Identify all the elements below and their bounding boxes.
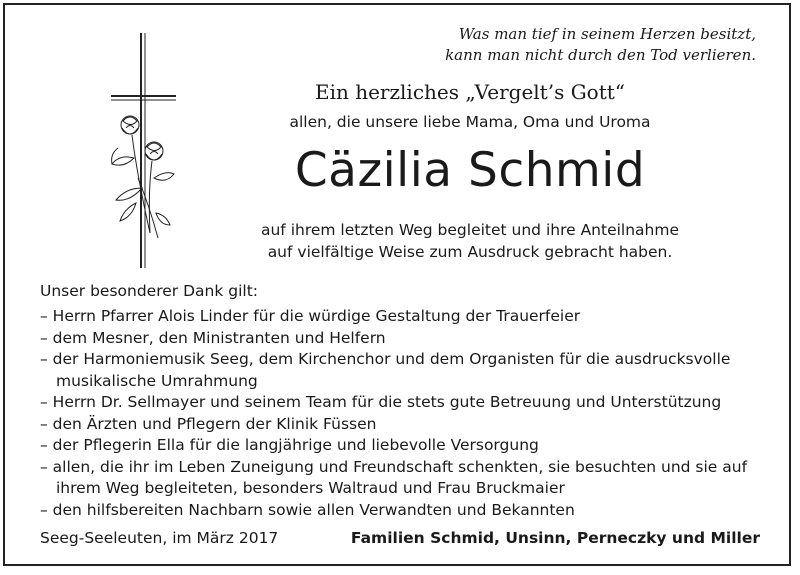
thanks-line-1: auf ihrem letzten Weg begleitet und ihre Anteilnahme [260,221,680,239]
thanks-list [40,306,796,521]
section-title: Unser besonderer Dank gilt: [40,282,258,300]
heading: Ein herzliches „Vergelt’s Gott“ [314,80,626,104]
list-item: – dem Mesner, den Ministranten und Helfern [40,328,386,347]
place-date: Seeg-Seeleuten, im März 2017 [40,529,279,547]
quote [445,24,756,66]
list-item: – allen, die ihr im Leben Zuneigung und Freundschaft schenkten, sie besuchten und sie auf ihrem Weg begleiteten, besonders Waltraud und Frau Bruckmaier [40,457,748,497]
deceased-name: Cäzilia Schmid [294,143,646,198]
quote-line-1: Was man tief in seinem Herzen besitzt, [458,25,756,43]
list-item: – Herrn Pfarrer Alois Linder für die würdige Gestaltung der Trauerfeier [40,307,581,325]
list-item: – der Harmoniemusik Seeg, dem Kirchenchor und dem Organisten für die ausdrucksvolle musikalische Umrahmung [40,350,731,390]
list-item: – der Pflegerin Ella für die langjährige und liebevolle Versorgung [40,436,539,454]
thanks-text [180,219,760,263]
thanks-line-2: auf vielfältige Weise zum Ausdruck gebracht haben. [267,243,673,261]
cross-with-roses-icon [96,28,186,273]
list-item: – den hilfsbereiten Nachbarn sowie allen Verwandten und Bekannten [40,500,575,519]
list-item: – den Ärzten und Pflegern der Klinik Füssen [40,414,377,433]
subheading: allen, die unsere liebe Mama, Oma und Uroma [289,113,651,131]
families-signature: Familien Schmid, Unsinn, Perneczky und Miller [350,529,760,547]
list-item: – Herrn Dr. Sellmayer und seinem Team für die stets gute Betreuung und Unterstützung [40,393,722,411]
quote-line-2: kann man nicht durch den Tod verlieren. [445,46,756,64]
